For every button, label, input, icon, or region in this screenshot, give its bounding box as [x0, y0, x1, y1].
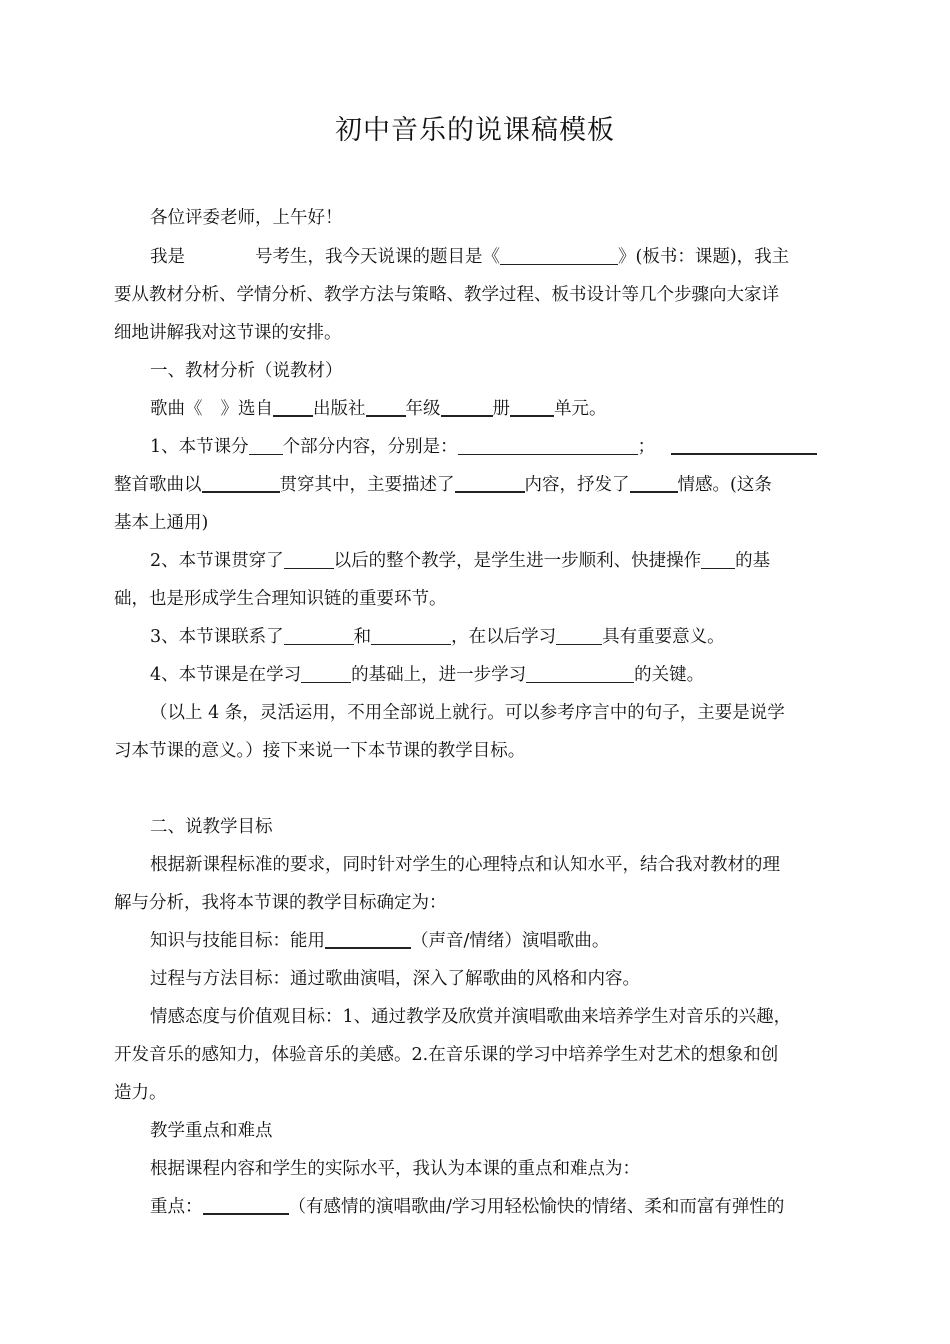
intro-line-2: 要从教材分析、学情分析、教学方法与策略、教学过程、板书设计等几个步骤向大家详 [114, 285, 779, 305]
parts-list-blank-1 [458, 438, 638, 455]
item3-line: 3、本节课联系了 和 ，在以后学习 具有重要意义。 [150, 627, 725, 647]
note-line-1: （以上 4 条，灵活运用，不用全部说上就行。可以参考序言中的句子，主要是说学 [150, 703, 785, 723]
grade-blank [366, 399, 406, 417]
item3-blank-3 [556, 628, 602, 645]
document-title: 初中音乐的说课稿模板 [335, 115, 615, 146]
item2-blank-2 [701, 552, 735, 569]
section2-heading: 二、说教学目标 [150, 817, 273, 837]
key-points-para: 根据课程内容和学生的实际水平，我认为本课的重点和难点为： [150, 1159, 640, 1179]
lesson-title-blank [500, 248, 618, 265]
publisher-blank [273, 399, 313, 417]
key-point-line: 重点： （有感情的演唱歌曲/学习用轻松愉快的情绪、柔和而富有弹性的 [150, 1197, 785, 1217]
section1-heading: 一、教材分析（说教材） [150, 361, 343, 381]
emotion-goal-line-2: 开发音乐的感知力，体验音乐的美感。2.在音乐课的学习中培养学生对艺术的想象和创 [114, 1045, 779, 1065]
unit-blank [510, 399, 554, 417]
emotion-goal-line-3: 造力。 [114, 1083, 167, 1103]
song-source-line: 歌曲《 》选自 出版社 年级 册 单元。 [150, 399, 607, 419]
item1-line-2: 整首歌曲以 贯穿其中，主要描述了 内容，抒发了 情感。(这条 [114, 475, 772, 495]
section2-para-line-2: 解与分析，我将本节课的教学目标确定为： [114, 893, 447, 913]
item4-blank-2 [526, 666, 634, 683]
key-point-blank [203, 1197, 289, 1215]
theme-blank [202, 475, 280, 493]
item3-blank-1 [284, 628, 354, 645]
item4-blank-1 [301, 666, 351, 683]
knowledge-goal-line: 知识与技能目标：能用 （声音/情绪）演唱歌曲。 [150, 931, 610, 951]
item1-line-1: 1、本节课分 个部分内容，分别是： ； [150, 435, 844, 459]
voice-emotion-blank [325, 931, 411, 949]
item2-line-1: 2、本节课贯穿了 以后的整个教学，是学生进一步顺利、快捷操作 的基 [150, 551, 771, 571]
intro-line-3: 细地讲解我对这节课的安排。 [114, 323, 342, 343]
item3-blank-2 [371, 628, 451, 645]
greeting: 各位评委老师，上午好！ [150, 208, 343, 228]
process-goal-line: 过程与方法目标：通过歌曲演唱，深入了解歌曲的风格和内容。 [150, 969, 640, 989]
emotion-goal-line-1: 情感态度与价值观目标：1、通过教学及欣赏并演唱歌曲来培养学生对音乐的兴趣， [150, 1007, 792, 1027]
note-line-2: 习本节课的意义。）接下来说一下本节课的教学目标。 [114, 741, 526, 761]
intro-line-1: 我是 号考生，我今天说课的题目是《 》(板书：课题)，我主 [150, 247, 790, 267]
key-points-heading: 教学重点和难点 [150, 1121, 273, 1141]
item2-blank-1 [284, 552, 334, 569]
item4-line: 4、本节课是在学习 的基础上，进一步学习 的关键。 [150, 665, 705, 685]
volume-blank [441, 399, 493, 417]
content-blank [455, 475, 525, 493]
parts-list-blank-2 [671, 437, 817, 455]
section2-para-line-1: 根据新课程标准的要求，同时针对学生的心理特点和认知水平，结合我对教材的理 [150, 855, 780, 875]
emotion-blank [630, 475, 678, 493]
item2-line-2: 础，也是形成学生合理知识链的重要环节。 [114, 589, 447, 609]
parts-count-blank [249, 438, 283, 455]
item1-line-3: 基本上通用) [114, 513, 209, 533]
